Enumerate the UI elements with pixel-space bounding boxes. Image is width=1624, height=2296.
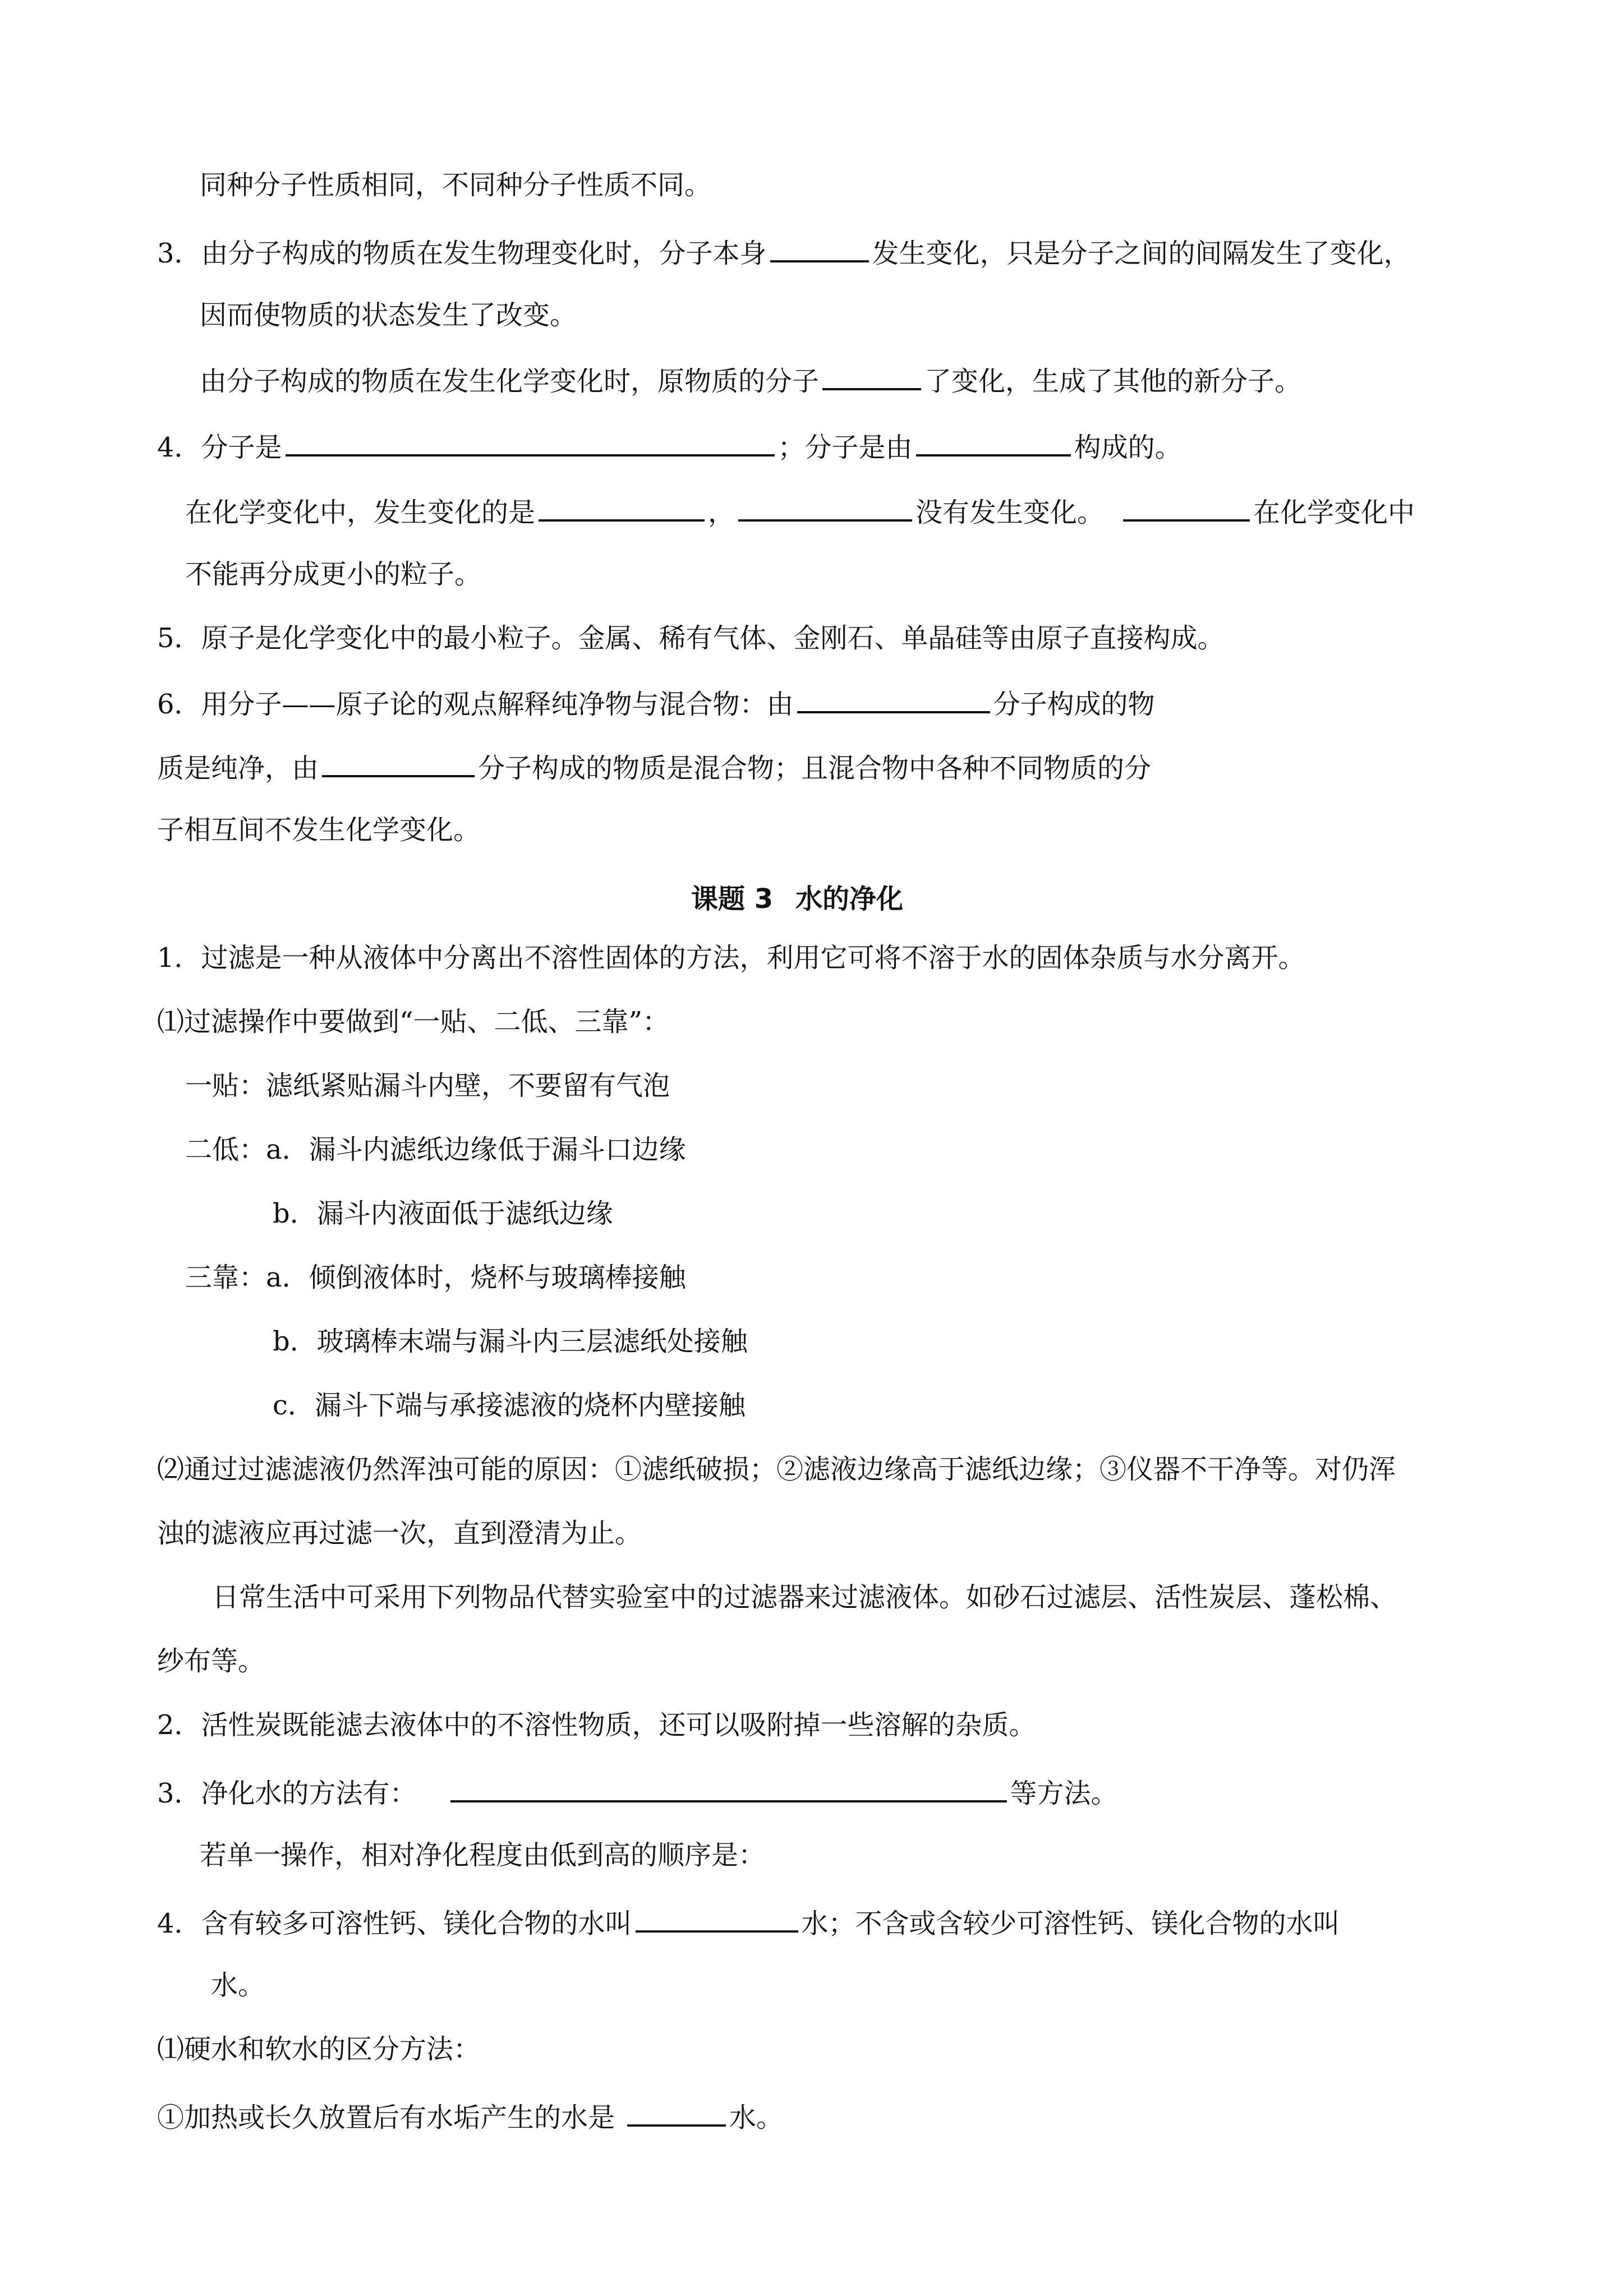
answer-blank[interactable]: [738, 494, 912, 522]
text-line: [212, 1580, 1397, 1614]
text: ⑴硬水和软水的区分方法：: [157, 2034, 481, 2065]
text: 水。: [729, 2102, 784, 2133]
text-line: [157, 685, 1155, 721]
section-number: 课题 3: [691, 883, 774, 915]
text: 5．原子是化学变化中的最小粒子。金属、稀有气体、金刚石、单晶硅等由原子直接构成。: [157, 623, 1225, 654]
text: 日常生活中可采用下列物品代替实验室中的过滤器来过滤液体。如砂石过滤层、活性炭层、蓬松棉、: [212, 1582, 1397, 1613]
text: b．漏斗内液面低于滤纸边缘: [273, 1198, 613, 1229]
text: 因而使物质的状态发生了改变。: [200, 299, 577, 331]
answer-blank[interactable]: [822, 362, 921, 390]
section-heading: 水的净化: [795, 883, 904, 915]
text: 浊的滤液应再过滤一次，直到澄清为止。: [157, 1518, 642, 1549]
text: 没有发生变化。: [915, 497, 1105, 528]
text-line: [185, 1261, 686, 1294]
text-line: [157, 813, 480, 847]
answer-blank[interactable]: [916, 428, 1071, 457]
text: 构成的。: [1074, 432, 1182, 463]
answer-blank[interactable]: [450, 1774, 1007, 1802]
text: ①加热或长久放置后有水垢产生的水是: [157, 2102, 615, 2133]
text: 子相互间不发生化学变化。: [157, 814, 481, 846]
text: ⑵通过过滤滤液仍然浑浊可能的原因：①滤纸破损；②滤液边缘高于滤纸边缘；③仪器不干净等。对仍浑: [157, 1454, 1396, 1485]
answer-blank[interactable]: [627, 2099, 726, 2127]
text: 3．净化水的方法有：: [157, 1778, 417, 1809]
text-line: [157, 1516, 642, 1550]
answer-blank[interactable]: [797, 685, 990, 713]
text-line: [157, 1644, 265, 1678]
text: 6．用分子——原子论的观点解释纯净物与混合物：由: [157, 689, 794, 720]
answer-blank[interactable]: [539, 494, 705, 522]
text: 在化学变化中: [1253, 497, 1415, 528]
text-line: [211, 1968, 265, 2002]
text: 一贴：滤纸紧贴漏斗内壁，不要留有气泡: [185, 1070, 670, 1101]
text: 若单一操作，相对净化程度由低到高的顺序是：: [200, 1839, 766, 1871]
text-line: [157, 621, 1225, 655]
text-line: [200, 298, 577, 332]
answer-blank[interactable]: [286, 428, 775, 457]
text-line: [200, 362, 1301, 398]
text: c．漏斗下端与承接滤液的烧杯内壁接触: [273, 1390, 746, 1421]
text: b．玻璃棒末端与漏斗内三层滤纸处接触: [273, 1326, 748, 1357]
text: 等方法。: [1010, 1778, 1118, 1809]
text: 二低：a．漏斗内滤纸边缘低于漏斗口边缘: [185, 1134, 686, 1165]
text-line: [157, 2032, 480, 2066]
text-line: [273, 1197, 613, 1230]
answer-blank[interactable]: [322, 749, 475, 777]
text: 质是纯净，由: [157, 753, 319, 784]
text-line: [157, 1905, 1340, 1940]
text: 分子构成的物: [993, 689, 1155, 720]
text-line: [185, 1133, 686, 1167]
text: 了变化，生成了其他的新分子。: [924, 366, 1302, 397]
text: 2．活性炭既能滤去液体中的不溶性物质，还可以吸附掉一些溶解的杂质。: [157, 1709, 1036, 1741]
text: 3．由分子构成的物质在发生物理变化时，分子本身: [157, 238, 767, 269]
text-line: [185, 1069, 670, 1103]
answer-blank[interactable]: [1123, 494, 1250, 522]
answer-blank[interactable]: [636, 1905, 798, 1933]
text-line: [185, 557, 481, 591]
text: ；分子是由: [778, 432, 913, 463]
text-line: [157, 428, 1182, 464]
text-line: [157, 749, 1151, 785]
text: 由分子构成的物质在发生化学变化时，原物质的分子: [200, 366, 820, 397]
section-title: [691, 877, 903, 916]
text-line: [200, 1838, 765, 1872]
text-line: [157, 1774, 1118, 1810]
answer-blank[interactable]: [770, 234, 869, 262]
text: 1．过滤是一种从液体中分离出不溶性固体的方法，利用它可将不溶于水的固体杂质与水分离开。: [157, 942, 1305, 974]
text: 不能再分成更小的粒子。: [185, 559, 482, 590]
text: 发生变化，只是分子之间的间隔发生了变化，: [872, 238, 1411, 269]
text-line: [157, 234, 1411, 270]
text: 分子构成的物质是混合物；且混合物中各种不同物质的分: [478, 753, 1152, 784]
text: ⑴过滤操作中要做到“一贴、二低、三靠”：: [157, 1006, 670, 1038]
text-line: [157, 941, 1305, 975]
text: 水。: [211, 1970, 265, 2001]
text-line: [157, 1453, 1396, 1486]
text: 4．含有较多可溶性钙、镁化合物的水叫: [157, 1908, 632, 1939]
text-line: [157, 1708, 1036, 1742]
text: 水；不含或含较少可溶性钙、镁化合物的水叫: [801, 1908, 1340, 1939]
text: 4．分子是: [157, 432, 282, 463]
text: 同种分子性质相同，不同种分子性质不同。: [200, 169, 712, 201]
text-line: [185, 494, 1415, 529]
text-line: [273, 1325, 748, 1358]
text: 三靠：a．倾倒液体时，烧杯与玻璃棒接触: [185, 1262, 686, 1293]
text-line: [157, 1005, 669, 1039]
text-line: [157, 2099, 783, 2134]
text: ，: [708, 497, 735, 528]
text-line: [273, 1389, 746, 1422]
text-line: [200, 168, 711, 202]
text: 纱布等。: [157, 1645, 265, 1677]
text: 在化学变化中，发生变化的是: [185, 497, 536, 528]
